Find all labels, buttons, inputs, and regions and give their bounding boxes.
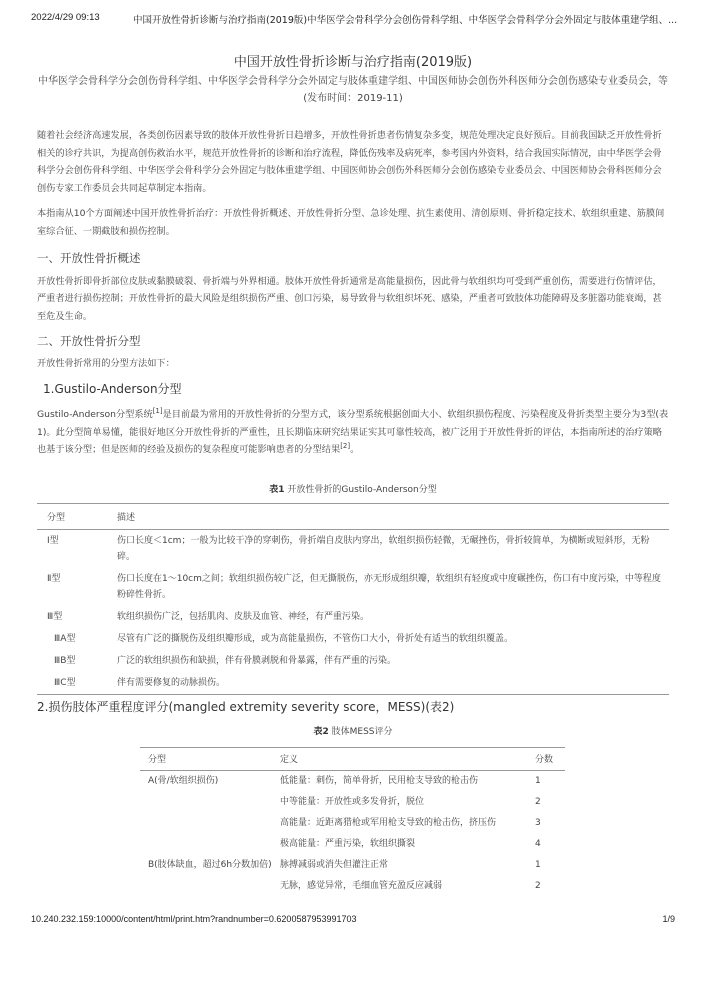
table-1-cell-type: ⅢC型 (37, 672, 117, 695)
table-row (140, 812, 565, 833)
table-2-cell-def: 低能量：刺伤，简单骨折，民用枪支导致的枪击伤 (280, 775, 479, 786)
table-row (140, 770, 565, 791)
subsection-1-paragraph (37, 406, 669, 459)
table-row (37, 628, 669, 650)
table-2-caption-text: 肢体MESS评分 (328, 726, 393, 737)
table-2-caption (37, 725, 669, 739)
table-2-header-score: 分数 (535, 747, 565, 770)
table-1 (37, 503, 669, 695)
section-1-paragraph: 开放性骨折即骨折部位皮肤或黏膜破裂、骨折端与外界相通。肢体开放性骨折通常是高能量损伤，因此骨与软组织均可受到严重创伤，需要进行伤情评估，严重者进行损伤控制；开放性骨折的最大风险是组织损伤严重、创口污染，易导致骨与软组织坏死、感染，严重者可致肢体功能障碍及多脏器功能衰竭，甚至危及生命。 (37, 275, 662, 322)
table-2-cell-type (140, 812, 280, 833)
table-2-cell-score: 2 (535, 796, 541, 807)
table-2-cell-def: 中等能量：开放性或多发骨折，脱位 (280, 796, 425, 807)
table-1-header-desc: 描述 (117, 503, 669, 529)
section-2-paragraph: 开放性骨折常用的分型方法如下： (37, 358, 175, 370)
table-1-cell-type: Ⅱ型 (47, 573, 61, 584)
section-1-heading: 一、开放性骨折概述 (37, 250, 141, 265)
table-row (140, 875, 565, 896)
table-2 (140, 747, 565, 897)
table-2-cell-type: A(骨/软组织损伤) (148, 775, 219, 786)
intro-paragraph-1: 随着社会经济高速发展，各类创伤因素导致的肢体开放性骨折日趋增多，开放性骨折患者伤情复杂多变，规范处理决定良好预后。目前我国缺乏开放性骨折相关的诊疗共识，为提高创伤救治水平，规范开放性骨折的诊断和治疗流程，降低伤残率及病死率，参考国内外资料，结合我国实际情况，由中华医学会骨科学分会创伤骨科学组、中华医学会骨科学分会外固定与肢体重建学组、中国医师协会创伤外科医师分会创伤感染专业委员会、中国医师协会骨科医师分会创伤专家工作委员会共同起草制定本指南。 (37, 130, 662, 194)
table-row (37, 529, 669, 568)
table-1-cell-type: ⅢB型 (54, 655, 76, 666)
article-content (0, 26, 706, 896)
table-2-cell-type (140, 833, 280, 854)
table-1-cell-desc: 尽管有广泛的撕脱伤及组织瓣形成，或为高能量损伤，不管伤口大小，骨折处有适当的软组织覆盖。 (117, 633, 514, 644)
print-url: 10.240.232.159:10000/content/html/print.htm?randnumber=0.6200587953991703 (31, 914, 357, 925)
print-header (0, 0, 706, 26)
print-page-title: 中国开放性骨折诊断与治疗指南(2019版)中华医学会骨科学分会创伤骨科学组、中华医学会骨科学分会外固定与肢体重建学组、... (133, 15, 678, 26)
table-2-cell-score: 4 (535, 838, 541, 849)
table-2-cell-score: 2 (535, 880, 541, 891)
table-row (37, 650, 669, 672)
table-2-cell-score: 3 (535, 817, 541, 828)
table-2-header-type: 分型 (140, 747, 280, 770)
table-2-header-def: 定义 (280, 747, 535, 770)
table-1-cell-type: Ⅲ型 (47, 611, 63, 622)
sub1-text-a: Gustilo-Anderson分型系统 (37, 408, 153, 420)
table-1-header-row (37, 503, 669, 529)
table-2-cell-score: 1 (535, 775, 541, 786)
table-2-cell-score: 1 (535, 859, 541, 870)
table-2-cell-def: 脉搏减弱或消失但灌注正常 (280, 859, 389, 870)
table-1-cell-desc: 伤口长度＜1cm；一般为比较干净的穿刺伤，骨折端自皮肤内穿出，软组织损伤轻微，无碾挫伤，骨折较简单，为横断或短斜形，无粉碎。 (117, 535, 650, 562)
reference-2-link[interactable]: [2] (340, 442, 351, 451)
table-1-cell-type: Ⅰ型 (47, 535, 59, 546)
table-row (37, 672, 669, 695)
table-1-cell-desc: 伴有需要修复的动脉损伤。 (117, 672, 669, 695)
reference-1-link[interactable]: [1] (152, 406, 163, 415)
table-2-cell-type (140, 875, 280, 896)
table-2-cell-type (140, 791, 280, 812)
table-row (140, 854, 565, 875)
table-1-caption (37, 483, 669, 497)
table-1-cell-desc: 广泛的软组织损伤和缺损，伴有骨膜剥脱和骨暴露，伴有严重的污染。 (117, 655, 397, 666)
intro-paragraph-2: 本指南从10个方面阐述中国开放性骨折治疗：开放性骨折概述、开放性骨折分型、急诊处理、抗生素使用、清创原则、骨折稳定技术、软组织重建、筋膜间室综合征、一期截肢和损伤控制。 (37, 208, 665, 237)
article-authors: 中华医学会骨科学分会创伤骨科学组、中华医学会骨科学分会外固定与肢体重建学组、中国医师协会创伤外科医师分会创伤感染专业委员会，等(发布时间：2019-11) (38, 76, 668, 104)
table-1-caption-text: 开放性骨折的Gustilo-Anderson分型 (284, 484, 437, 495)
table-row (37, 606, 669, 628)
table-row (140, 833, 565, 854)
table-2-header-row (140, 747, 565, 770)
subsection-1-heading: 1.Gustilo-Anderson分型 (43, 381, 182, 396)
table-1-label: 表1 (269, 484, 285, 495)
table-2-cell-type: B(肢体缺血，超过6h分数加倍) (148, 859, 272, 870)
table-1-cell-desc: 软组织损伤广泛，包括肌肉、皮肤及血管、神经，有严重污染。 (117, 611, 370, 622)
table-2-label: 表2 (313, 726, 329, 737)
table-2-cell-def: 极高能量：严重污染，软组织撕裂 (280, 838, 416, 849)
table-1-cell-type: ⅢA型 (54, 633, 76, 644)
article-title: 中国开放性骨折诊断与治疗指南(2019版) (233, 55, 473, 70)
table-row (140, 791, 565, 812)
table-2-cell-def: 高能量：近距离猎枪或军用枪支导致的枪击伤，挤压伤 (280, 817, 497, 828)
section-2-heading: 二、开放性骨折分型 (37, 334, 141, 349)
table-1-header-type: 分型 (37, 503, 117, 529)
table-1-cell-desc: 伤口长度在1～10cm之间；软组织损伤较广泛，但无撕脱伤，亦无形成组织瓣，软组织有轻度或中度碾挫伤，伤口有中度污染，中等程度粉碎性骨折。 (117, 573, 661, 600)
subsection-2-heading: 2.损伤肢体严重程度评分(mangled extremity severity score，MESS)(表2) (37, 699, 455, 714)
sub1-text-c: 。 (350, 444, 360, 456)
page-number: 1/9 (662, 914, 675, 925)
sub1-text-b: 是目前最为常用的开放性骨折的分型方式，该分型系统根据创面大小、软组织损伤程度、污染程度及骨折类型主要分为3型(表1)。此分型简单易懂，能很好地区分开放性骨折的严重性，且长期临床研究结果证实其可靠性较高，被广泛用于开放性骨折的评估，本指南所述的治疗策略也基于该分型；但是医师的经验及损伤的复杂程度可能影响患者的分型结果 (37, 408, 669, 456)
print-footer (0, 906, 706, 936)
print-datetime: 2022/4/29 09:13 (31, 12, 100, 23)
table-2-cell-def: 无脉，感觉异常，毛细血管充盈反应减弱 (280, 880, 443, 891)
table-row (37, 568, 669, 606)
